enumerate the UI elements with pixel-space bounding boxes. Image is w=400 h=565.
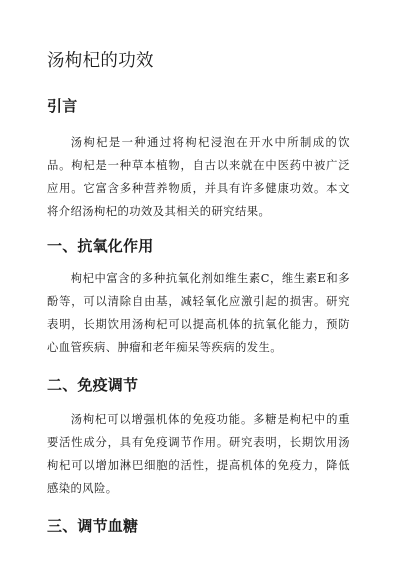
section-heading-introduction: 引言 [47, 97, 78, 115]
section-heading-blood-sugar: 三、调节血糖 [47, 517, 139, 535]
document-title: 汤枸杞的功效 [47, 51, 154, 71]
section-heading-antioxidant: 一、抗氧化作用 [47, 237, 154, 255]
immune-regulation-paragraph: 汤枸杞可以增强机体的免疫功能。多糖是枸杞中的重要活性成分，具有免疫调节作用。研究表明，长期饮用汤枸杞可以增加淋巴细胞的活性，提高机体的免疫力，降低感染的风险。 [47, 413, 350, 495]
introduction-paragraph: 汤枸杞是一种通过将枸杞浸泡在开水中所制成的饮品。枸杞是一种草本植物，自古以来就在中医药中被广泛应用。它富含多种营养物质，并具有许多健康功效。本文将介绍汤枸杞的功效及其相关的研究结果。 [47, 136, 350, 218]
antioxidant-paragraph: 枸杞中富含的多种抗氧化剂如维生素C，维生素E和多酚等，可以清除自由基，减轻氧化应激引起的损害。研究表明，长期饮用汤枸杞可以提高机体的抗氧化能力，预防心血管疾病、肿瘤和老年痴呆等疾病的发生。 [47, 272, 350, 354]
section-heading-immune-regulation: 二、免疫调节 [47, 376, 139, 394]
